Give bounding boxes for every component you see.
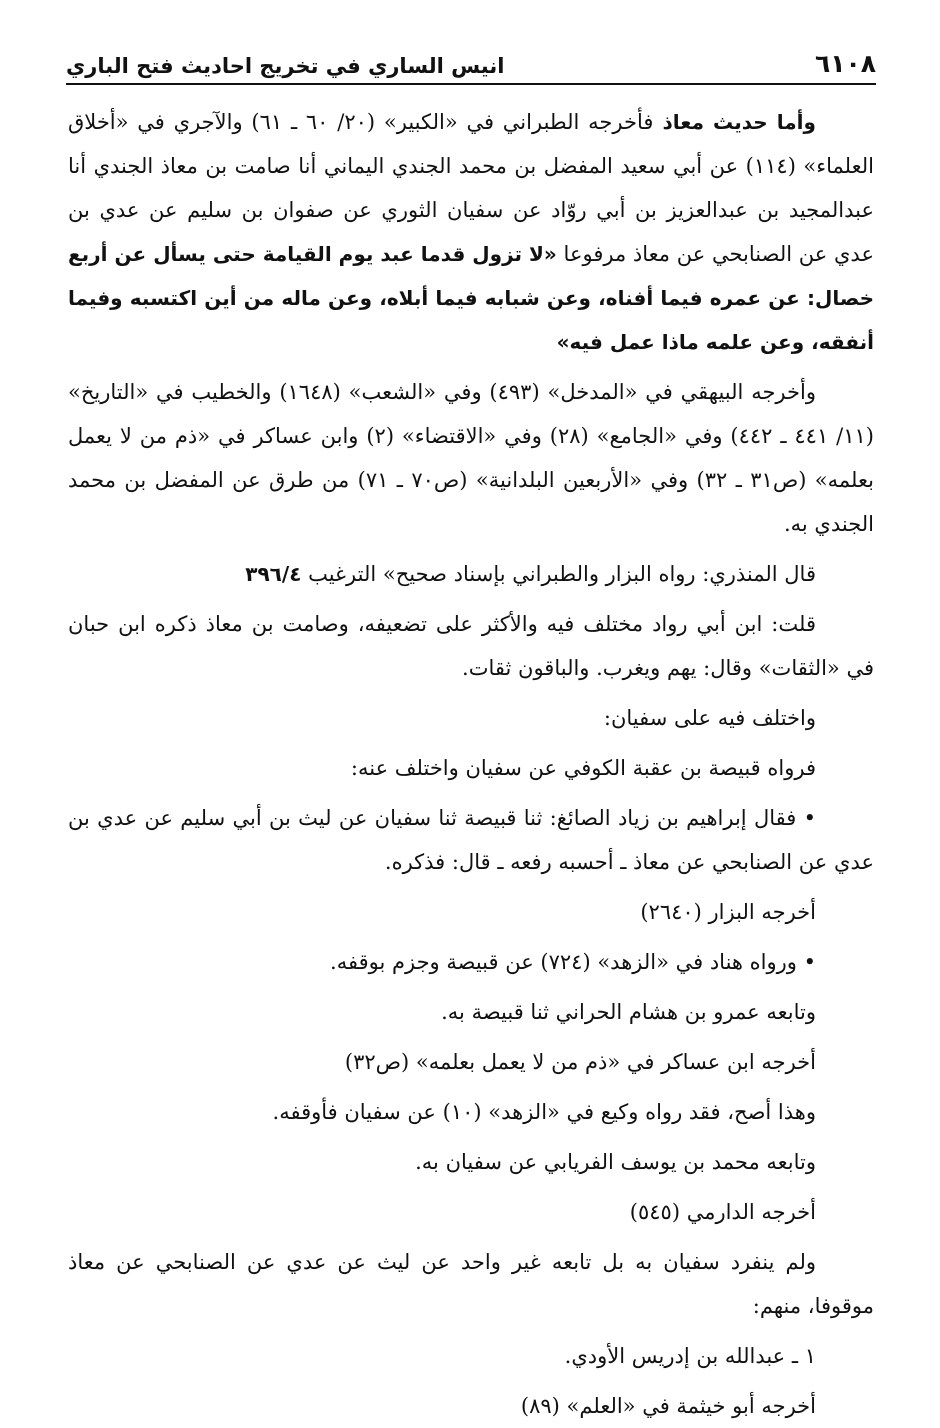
header-rule — [66, 83, 876, 85]
paragraph — [68, 796, 874, 884]
paragraph — [68, 746, 874, 790]
paragraph — [68, 990, 874, 1034]
paragraph — [68, 696, 874, 740]
text-run: فأخرجه الطبراني في «الكبير» (٢٠/ ٦٠ ـ ٦١) والآجري في «أخلاق العلماء» (١١٤) عن أبي سعيد المفضل بن محمد الجندي اليماني أنا صامت بن معاذ الجندي أنا عبدالمجيد بن عبدالعزيز بن أبي روّاد عن سفيان الثوري عن صفوان بن سليم عن عدي بن عدي عن الصنابحي عن معاذ مرفوعا — [68, 110, 874, 266]
text-run: وتابعه محمد بن يوسف الفريابي عن سفيان به. — [415, 1150, 816, 1174]
text-run: وتابعه عمرو بن هشام الحراني ثنا قبيصة به. — [441, 1000, 816, 1024]
running-head — [66, 34, 876, 78]
text-run: ٣٩٦/٤ — [245, 562, 302, 586]
paragraph — [68, 552, 874, 596]
text-run: قال المنذري: رواه البزار والطبراني بإسناد صحيح» الترغيب — [301, 562, 816, 586]
paragraph — [68, 100, 874, 364]
text-run: وأما حديث معاذ — [653, 110, 816, 134]
paragraph — [68, 1140, 874, 1184]
text-run: • فقال إبراهيم بن زياد الصائغ: ثنا قبيصة ثنا سفيان عن ليث بن أبي سليم عن عدي بن عدي عن الصنابحي عن معاذ ـ أحسبه رفعه ـ قال: فذكره. — [68, 806, 874, 874]
paragraph — [68, 940, 874, 984]
text-run: أخرجه البزار (٢٦٤٠) — [640, 900, 816, 924]
paragraph — [68, 1384, 874, 1428]
text-run: وأخرجه البيهقي في «المدخل» (٤٩٣) وفي «الشعب» (١٦٤٨) والخطيب في «التاريخ» (١١/ ٤٤١ ـ ٤٤٢) وفي «الجامع» (٢٨) وفي «الاقتضاء» (٢) وابن عساكر في «ذم من لا يعمل بعلمه» (ص٣١ ـ ٣٢) وفي «الأربعين البلدانية» (ص٧٠ ـ ٧١) من طرق عن المفضل بن محمد الجندي به. — [68, 380, 874, 536]
paragraph — [68, 370, 874, 546]
text-run: فرواه قبيصة بن عقبة الكوفي عن سفيان واختلف عنه: — [350, 756, 816, 780]
text-run: أخرجه الدارمي (٥٤٥) — [629, 1200, 816, 1224]
paragraph — [68, 1334, 874, 1378]
paragraph — [68, 1240, 874, 1328]
text-run: واختلف فيه على سفيان: — [603, 706, 816, 730]
text-run: أخرجه أبو خيثمة في «العلم» (٨٩) — [520, 1394, 816, 1418]
text-run: «لا تزول قدما عبد يوم القيامة حتى يسأل عن أربع خصال: عن عمره فيما أفناه، وعن شبابه فيما أبلاه، وعن ماله من أين اكتسبه وفيما أنفقه، وعن علمه ماذا عمل فيه» — [68, 242, 874, 354]
paragraph — [68, 602, 874, 690]
page-number: ٦١٠٨ — [814, 49, 876, 78]
text-run: قلت: ابن أبي رواد مختلف فيه والأكثر على تضعيفه، وصامت بن معاذ ذكره ابن حبان في «الثقات» وقال: يهم ويغرب. والباقون ثقات. — [68, 612, 874, 680]
paragraph — [68, 1090, 874, 1134]
book-title: انيس الساري في تخريج احاديث فتح الباري — [66, 54, 505, 78]
page-body — [68, 100, 874, 1428]
paragraph — [68, 890, 874, 934]
text-run: • ورواه هناد في «الزهد» (٧٢٤) عن قبيصة وجزم بوقفه. — [330, 950, 816, 974]
paragraph — [68, 1190, 874, 1234]
text-run: ولم ينفرد سفيان به بل تابعه غير واحد عن ليث عن عدي عن الصنابحي عن معاذ موقوفا، منهم: — [68, 1250, 874, 1318]
text-run: وهذا أصح، فقد رواه وكيع في «الزهد» (١٠) عن سفيان فأوقفه. — [272, 1100, 816, 1124]
paragraph — [68, 1040, 874, 1084]
text-run: أخرجه ابن عساكر في «ذم من لا يعمل بعلمه» (ص٣٢) — [344, 1050, 816, 1074]
text-run: ١ ـ عبدالله بن إدريس الأودي. — [564, 1344, 816, 1368]
